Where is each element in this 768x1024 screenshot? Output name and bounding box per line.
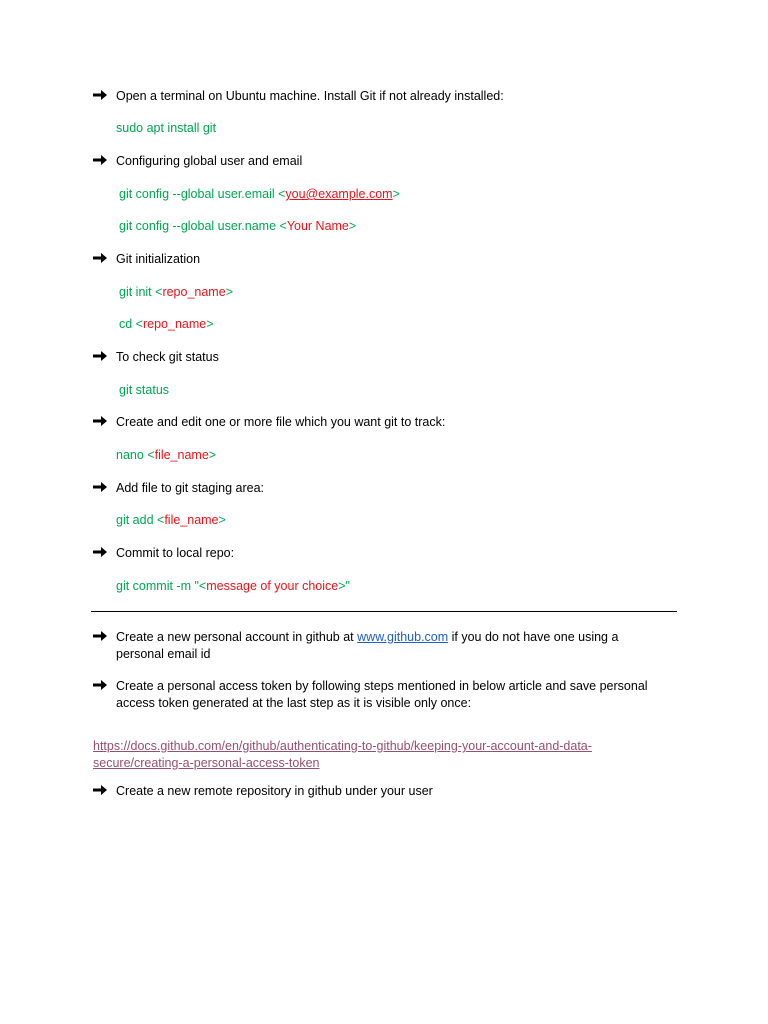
- placeholder-name: Your Name: [286, 219, 349, 233]
- section-divider: [91, 611, 677, 612]
- command-git-add: [116, 512, 226, 528]
- step-create-account-line2: personal email id: [116, 647, 211, 661]
- step-create-account: [116, 629, 618, 645]
- right-arrow-icon: [92, 784, 108, 796]
- command-config-name: [119, 218, 356, 234]
- command-text: >: [348, 219, 357, 233]
- step-configure-user: Configuring global user and email: [116, 154, 303, 168]
- step-git-commit: Commit to local repo:: [116, 546, 235, 560]
- command-text: >: [206, 317, 214, 331]
- command-nano: [116, 447, 216, 463]
- placeholder-commit-message: message of your choice: [206, 579, 339, 593]
- command-config-email: [119, 186, 400, 202]
- step-create-token: Create a personal access token by following steps mentioned in below article and save personal: [116, 679, 648, 693]
- command-text: git init <: [119, 285, 163, 299]
- placeholder-email: you@example.com: [285, 187, 393, 201]
- step-install-git: Open a terminal on Ubuntu machine. Install Git if not already installed:: [116, 89, 504, 103]
- placeholder-repo-name: repo_name: [162, 285, 226, 299]
- command-text: >": [338, 579, 350, 593]
- command-text: >: [392, 187, 400, 201]
- command-git-commit: [116, 578, 350, 594]
- github-link[interactable]: www.github.com: [357, 630, 449, 644]
- command-text: git config --global user.email <: [119, 187, 286, 201]
- command-text: git add <: [116, 513, 165, 527]
- command-text: git config --global user.name <: [119, 219, 287, 233]
- token-article-link[interactable]: https://docs.github.com/en/github/authenticating-to-github/keeping-your-account-and-data-: [93, 739, 592, 753]
- step-git-status: To check git status: [116, 350, 219, 364]
- command-text: >: [225, 285, 233, 299]
- placeholder-repo-name: repo_name: [142, 317, 207, 331]
- placeholder-file-name: file_name: [154, 448, 209, 462]
- step-git-init: Git initialization: [116, 252, 201, 266]
- right-arrow-icon: [92, 630, 108, 642]
- command-git-status: git status: [119, 383, 170, 397]
- article-link-line2: [93, 755, 320, 771]
- command-apt-install: sudo apt install git: [116, 121, 217, 135]
- command-git-init: [119, 284, 233, 300]
- command-text: >: [218, 513, 226, 527]
- step-create-remote-repo: Create a new remote repository in github under your user: [116, 784, 433, 798]
- right-arrow-icon: [92, 154, 108, 166]
- step-create-file: Create and edit one or more file which you want git to track:: [116, 415, 446, 429]
- command-text: git commit -m "<: [116, 579, 207, 593]
- right-arrow-icon: [92, 481, 108, 493]
- step-create-token-line2: access token generated at the last step as it is visible only once:: [116, 696, 472, 710]
- command-text: nano <: [116, 448, 155, 462]
- step-text: if you do not have one using a: [448, 630, 619, 644]
- right-arrow-icon: [92, 679, 108, 691]
- right-arrow-icon: [92, 415, 108, 427]
- command-text: cd <: [119, 317, 143, 331]
- right-arrow-icon: [92, 252, 108, 264]
- command-text: >: [208, 448, 217, 462]
- right-arrow-icon: [92, 89, 108, 101]
- placeholder-file-name: file_name: [164, 513, 219, 527]
- command-cd: [119, 316, 214, 332]
- step-text: Create a new personal account in github at: [116, 630, 358, 644]
- step-git-add: Add file to git staging area:: [116, 481, 265, 495]
- right-arrow-icon: [92, 546, 108, 558]
- token-article-link[interactable]: secure/creating-a-personal-access-token: [93, 756, 320, 770]
- article-link-line1: [93, 738, 592, 754]
- right-arrow-icon: [92, 350, 108, 362]
